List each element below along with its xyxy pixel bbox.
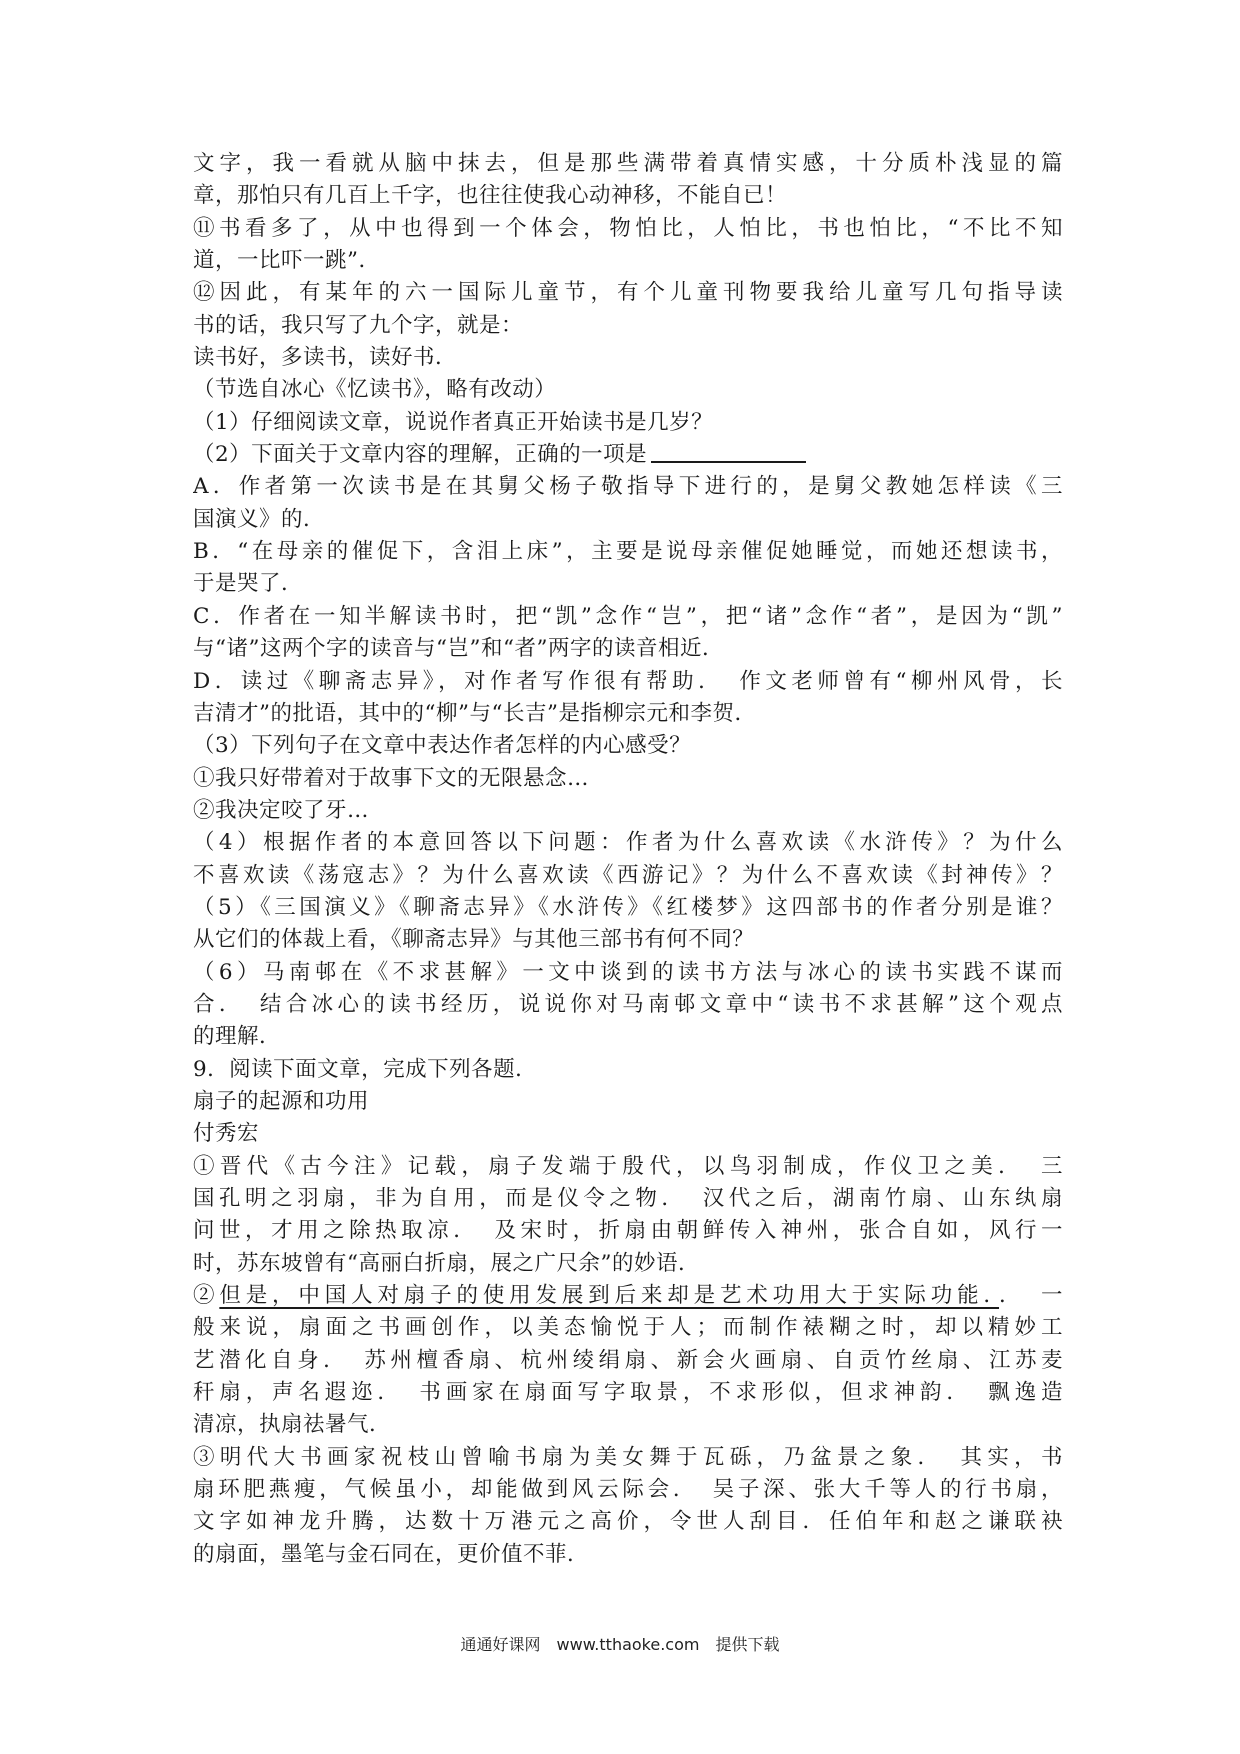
line-text: 文字如神龙升腾，达数十万港元之高价，令世人刮目．任伯年和赵之谦联袂 <box>193 1509 1063 1535</box>
underlined-sentence: 但是，中国人对扇子的使用发展到后来却是艺术功用大于实际功能． <box>219 1283 1000 1309</box>
line-text: 于是哭了． <box>193 571 304 597</box>
line-text: （节选自冰心《忆读书》，略有改动） <box>193 377 557 403</box>
text-line <box>193 892 1063 924</box>
text-line <box>193 666 1063 698</box>
text-line <box>193 213 1063 245</box>
text-line <box>193 860 1063 892</box>
text-line <box>193 1345 1063 1377</box>
line-text: 扇子的起源和功用 <box>193 1088 370 1114</box>
line-text: ③明代大书画家祝枝山曾喻书扇为美女舞于瓦砾，乃盆景之象． 其实，书 <box>193 1444 1063 1470</box>
answer-blank <box>651 439 806 463</box>
text-line <box>193 924 1063 956</box>
line-text: 道，一比吓一跳”． <box>193 248 381 274</box>
text-line <box>193 1506 1063 1538</box>
text-line <box>193 1280 1063 1312</box>
text-line <box>193 374 1063 406</box>
text-line <box>193 957 1063 989</box>
text-line <box>193 1215 1063 1247</box>
text-line <box>193 1248 1063 1280</box>
line-text: C．作者在一知半解读书时，把“凯”念作“岂”，把“诸”念作“者”，是因为“凯” <box>193 603 1063 629</box>
text-line <box>193 439 1063 471</box>
line-text: 合． 结合冰心的读书经历，说说你对马南邨文章中“读书不求甚解”这个观点 <box>193 991 1063 1017</box>
line-text: 付秀宏 <box>193 1121 260 1147</box>
text-line <box>193 536 1063 568</box>
text-line <box>193 989 1063 1021</box>
line-text: 读书好，多读书，读好书． <box>193 345 458 371</box>
text-line <box>193 148 1063 180</box>
line-text: 与“诸”这两个字的读音与“岂”和“者”两字的读音相近． <box>193 636 724 662</box>
line-text: （3）下列句子在文章中表达作者怎样的内心感受？ <box>193 733 692 759</box>
line-text: 章，那怕只有几百上千字，也往往使我心动神移，不能自已！ <box>193 183 788 209</box>
document-body <box>193 148 1063 1571</box>
paragraph-number: ② <box>193 1283 220 1309</box>
text-line <box>193 1377 1063 1409</box>
text-line <box>193 407 1063 439</box>
text-line <box>193 342 1063 374</box>
line-text: A．作者第一次读书是在其舅父杨子敬指导下进行的，是舅父教她怎样读《三 <box>193 474 1063 500</box>
line-text: 从它们的体裁上看，《聊斋志异》与其他三部书有何不同？ <box>193 927 755 953</box>
text-line <box>193 471 1063 503</box>
line-text: ⑫因此，有某年的六一国际儿童节，有个儿童刊物要我给儿童写几句指导读 <box>193 280 1063 306</box>
text-line <box>193 1409 1063 1441</box>
line-text: （1）仔细阅读文章，说说作者真正开始读书是几岁？ <box>193 409 714 435</box>
text-line <box>193 827 1063 859</box>
line-text: 般来说，扇面之书画创作，以美态愉悦于人；而制作裱糊之时，却以精妙工 <box>193 1315 1063 1341</box>
line-text: 秆扇，声名遐迩． 书画家在扇面写字取景，不求形似，但求神韵． 飘逸造 <box>193 1380 1063 1406</box>
text-line <box>193 1474 1063 1506</box>
text-line <box>193 1054 1063 1086</box>
line-text: 国演义》的． <box>193 506 326 532</box>
text-line <box>193 601 1063 633</box>
line-text: ②我决定咬了牙… <box>193 797 370 823</box>
line-text: 国孔明之羽扇，非为自用，而是仪令之物． 汉代之后，湖南竹扇、山东纨扇 <box>193 1186 1063 1211</box>
text-line <box>193 180 1063 212</box>
text-line <box>193 1442 1063 1474</box>
line-text: 文字，我一看就从脑中抹去，但是那些满带着真情实感，十分质朴浅显的篇 <box>193 151 1063 176</box>
text-line <box>193 1118 1063 1150</box>
line-text: 的扇面，墨笔与金石同在，更价值不菲． <box>193 1541 590 1567</box>
text-line <box>193 504 1063 536</box>
page-footer: 通通好课网 www.tthaoke.com 提供下载 <box>460 1635 780 1654</box>
text-line <box>193 1086 1063 1118</box>
line-text: 问世，才用之除热取凉． 及宋时，折扇由朝鲜传入神州，张合自如，风行一 <box>193 1218 1063 1244</box>
line-text: ①我只好带着对于故事下文的无限悬念… <box>193 765 590 791</box>
text-line <box>193 730 1063 762</box>
text-line <box>193 698 1063 730</box>
line-text: D．读过《聊斋志异》，对作者写作很有帮助． 作文老师曾有“柳州风骨，长 <box>193 668 1063 694</box>
text-line <box>193 1151 1063 1183</box>
line-text: （4）根据作者的本意回答以下问题：作者为什么喜欢读《水浒传》？为什么 <box>193 830 1063 856</box>
line-text: ⑪书看多了，从中也得到一个体会，物怕比，人怕比，书也怕比，“不比不知 <box>193 215 1063 241</box>
line-text: 扇环肥燕瘦，气候虽小，却能做到风云际会． 吴子深、张大千等人的行书扇， <box>193 1477 1063 1503</box>
text-line <box>193 633 1063 665</box>
line-text: B．“在母亲的催促下，含泪上床”，主要是说母亲催促她睡觉，而她还想读书， <box>193 539 1063 565</box>
line-text: 9．阅读下面文章，完成下列各题． <box>193 1056 538 1082</box>
text-line <box>193 310 1063 342</box>
line-text: 清凉，执扇祛暑气． <box>193 1412 392 1438</box>
line-text: 时，苏东坡曾有“高丽白折扇，展之广尺余”的妙语． <box>193 1250 700 1276</box>
text-line <box>193 1183 1063 1215</box>
text-line <box>193 277 1063 309</box>
text-line <box>193 795 1063 827</box>
line-text: ①晋代《古今注》记载，扇子发端于殷代，以鸟羽制成，作仪卫之美． 三 <box>193 1153 1063 1179</box>
line-text: 书的话，我只写了九个字，就是： <box>193 312 524 338</box>
line-text: （6）马南邨在《不求甚解》一文中谈到的读书方法与冰心的读书实践不谋而 <box>193 959 1063 985</box>
text-line <box>193 1021 1063 1053</box>
text-line <box>193 245 1063 277</box>
line-text: 的理解． <box>193 1024 282 1050</box>
text-line <box>193 1539 1063 1571</box>
line-text: 吉清才”的批语，其中的“柳”与“长吉”是指柳宗元和李贺． <box>193 700 757 726</box>
line-text: 不喜欢读《荡寇志》？为什么喜欢读《西游记》？为什么不喜欢读《封神传》？ <box>193 862 1063 888</box>
line-text: 艺潜化自身． 苏州檀香扇、杭州绫绢扇、新会火画扇、自贡竹丝扇、江苏麦 <box>193 1347 1063 1373</box>
line-text: （5）《三国演义》《聊斋志异》《水浒传》《红楼梦》这四部书的作者分别是谁？ <box>193 894 1063 920</box>
text-line <box>193 1312 1063 1344</box>
line-text: （2）下面关于文章内容的理解，正确的一项是 <box>193 442 648 468</box>
text-line <box>193 568 1063 600</box>
text-line <box>193 763 1063 795</box>
line-text: ． 一 <box>999 1283 1063 1309</box>
